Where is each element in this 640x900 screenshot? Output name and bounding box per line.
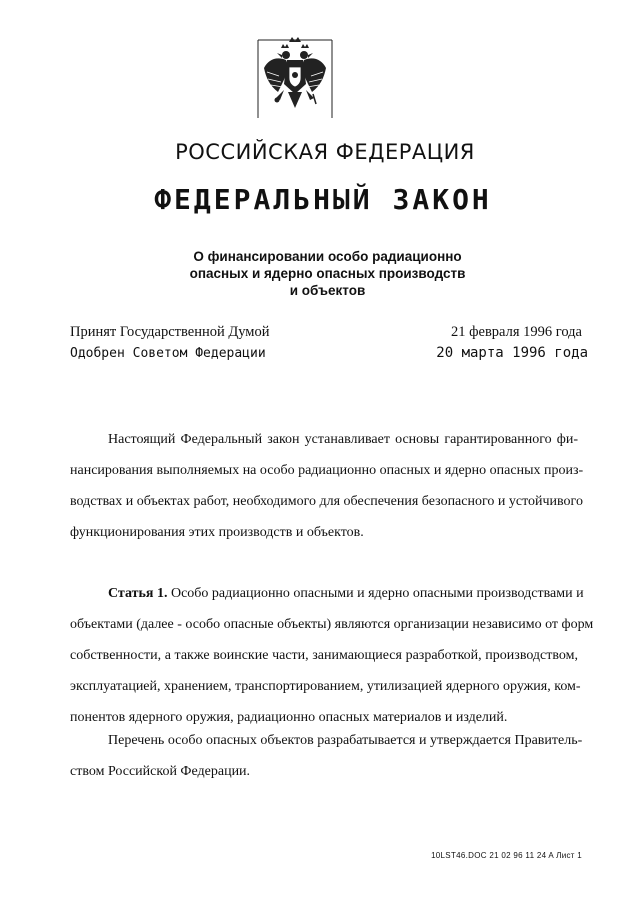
preamble-line: водствах и объектах работ, необходимого для обеспечения безопасного и устойчивого xyxy=(70,494,583,509)
document-title-line: О финансировании особо радиационно xyxy=(193,249,462,264)
article-1-line: эксплуатацией, хранением, транспортированием, утилизацией ядерного оружия, ком- xyxy=(70,679,581,694)
article-1-paragraph-2 xyxy=(70,725,583,787)
article-heading: Статья 1. xyxy=(108,586,168,601)
approved-by-label: Одобрен Советом Федерации xyxy=(70,346,266,361)
document-title xyxy=(150,248,505,299)
article-1-line: объектами (далее - особо опасные объекты) являются организации независимо от форм xyxy=(70,617,594,632)
preamble-line: нансирования выполняемых на особо радиационно опасных и ядерно опасных произ- xyxy=(70,463,584,478)
adopted-date: 21 февраля 1996 года xyxy=(450,324,582,340)
document-type: ФЕДЕРАЛЬНЫЙ ЗАКОН xyxy=(154,183,492,216)
article-1-first-line xyxy=(70,578,584,609)
article-1-line: понентов ядерного оружия, радиационно опасных материалов и изделий. xyxy=(70,710,508,725)
russian-coat-of-arms-icon xyxy=(256,34,334,122)
article-1-paragraph xyxy=(70,578,594,733)
emblem xyxy=(256,34,334,122)
preamble-line: функционирования этих производств и объектов. xyxy=(70,525,364,540)
article-1-line: собственности, а также воинские части, занимающиеся разработкой, производством, xyxy=(70,648,578,663)
article-1-line: ством Российской Федерации. xyxy=(70,764,251,779)
approved-date: 20 марта 1996 года xyxy=(436,345,588,361)
document-title-line: и объектов xyxy=(289,283,366,298)
country-name: РОССИЙСКАЯ ФЕДЕРАЦИЯ xyxy=(175,140,475,164)
preamble-paragraph xyxy=(70,424,584,548)
document-title-line: опасных и ядерно опасных производств xyxy=(189,266,466,281)
article-1-text: Особо радиационно опасными и ядерно опасными производствами и xyxy=(170,586,584,601)
preamble-line: Настоящий Федеральный закон устанавливает основы гарантированного фи- xyxy=(108,432,578,447)
article-1-line: Перечень особо опасных объектов разрабатывается и утверждается Правитель- xyxy=(108,733,583,748)
footer-stamp: 10LST46.DOC 21 02 96 11 24 A Лист 1 xyxy=(431,851,582,860)
adopted-by-label: Принят Государственной Думой xyxy=(70,324,270,340)
